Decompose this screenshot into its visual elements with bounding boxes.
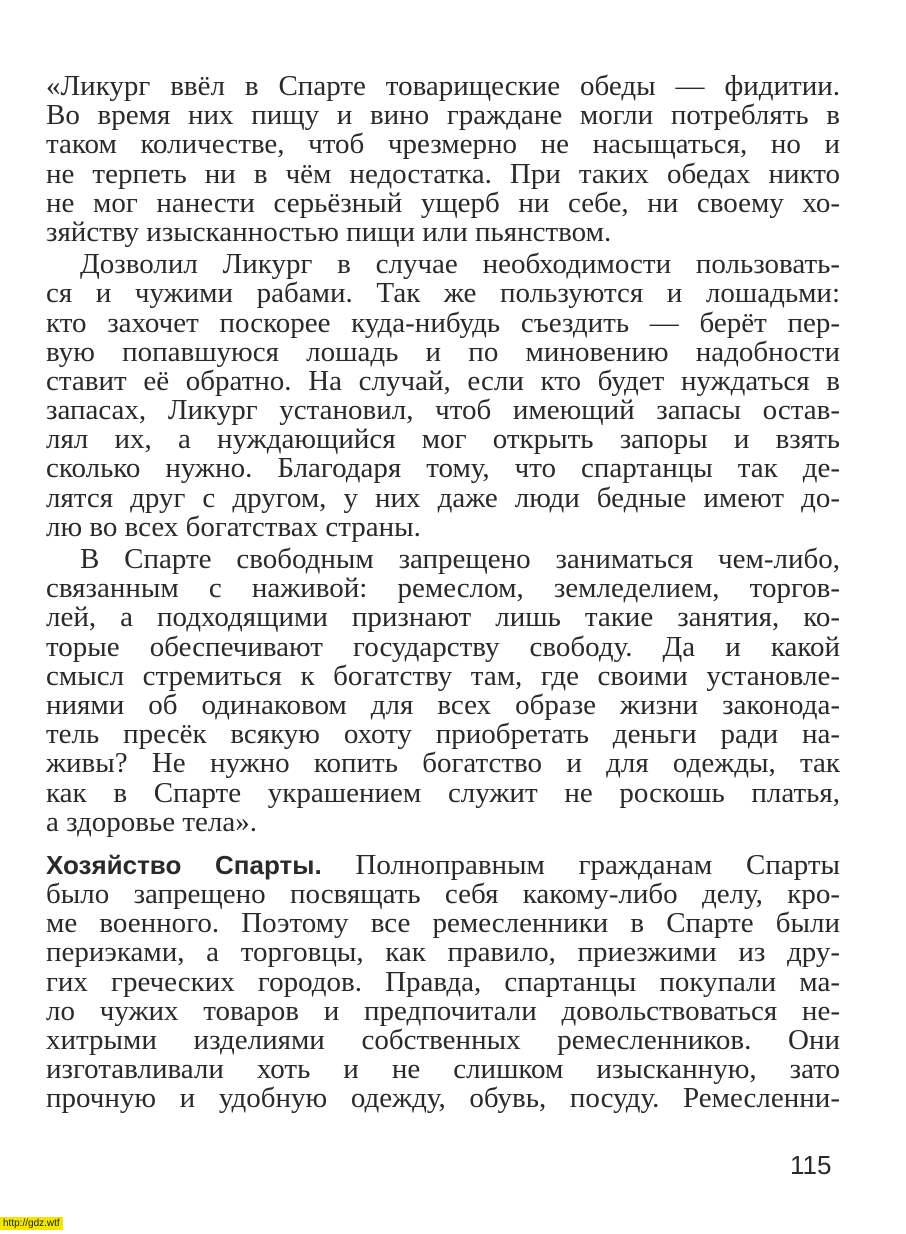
text-line: лей, а подходящими признают лишь такие занятия, ко- (46, 601, 840, 634)
page-body (46, 72, 840, 1114)
text-line: запасах, Ликург установил, чтоб имеющий запасы остав- (46, 394, 840, 427)
text-line: зяйству изысканностью пищи или пьянством. (46, 215, 612, 248)
text-line: хитрыми изделиями собственных ремесленников. Они (46, 1024, 840, 1056)
text-line: лял их, а нуждающийся мог открыть запоры и взять (46, 423, 840, 456)
text-line: ставит её обратно. На случай, если кто будет нуждаться в (46, 364, 840, 397)
text-line: «Ликург ввёл в Спарте товарищеские обеды — фидитии. (46, 70, 840, 102)
text-line: смысл стремиться к богатству там, где своими установле- (46, 659, 840, 692)
text-line: изготавливали хоть и не слишком изысканную, зато (46, 1053, 840, 1086)
text-line: лю во всех богатствах страны. (46, 510, 421, 543)
text-line: ло чужих товаров и предпочитали довольствоваться не- (46, 994, 840, 1027)
page-number: 115 (790, 1150, 832, 1180)
text-line: Дозволил Ликург в случае необходимости пользовать- (80, 248, 840, 281)
text-line: ме военного. Поэтому все ремесленники в Спарте были (46, 907, 840, 940)
text-line: связанным с наживой: ремеслом, земледелием, торгов- (46, 572, 840, 605)
watermark-link[interactable]: http://gdz.wtf (0, 1217, 63, 1230)
text-line: ся и чужими рабами. Так же пользуются и лошадьми: (46, 277, 840, 310)
text-line: не мог нанести серьёзный ущерб ни себе, ни своему хо- (46, 186, 840, 219)
text-line: вую попавшуюся лошадь и по миновению надобности (46, 335, 840, 368)
text-line: таком количестве, чтоб чрезмерно не насыщаться, но и (46, 128, 840, 161)
text-line: лятся друг с другом, у них даже люди бедные имеют до- (46, 481, 840, 514)
text-line: тель пресёк всякую охоту приобретать деньги ради на- (46, 718, 840, 751)
quote-paragraph-3 (46, 542, 840, 837)
text-line: торые обеспечивают государству свободу. Да и какой (46, 630, 840, 663)
text-line: ниями об одинаковом для всех образе жизни законода- (46, 688, 840, 721)
text-line: живы? Не нужно копить богатство и для одежды, так (46, 747, 840, 780)
text-line: как в Спарте украшением служит не роскошь платья, (46, 776, 840, 809)
quote-paragraph-1 (46, 72, 840, 247)
quote-paragraph-2 (46, 247, 840, 542)
section-economy (46, 848, 840, 1115)
text-line: не терпеть ни в чём недостатка. При таких обедах никто (46, 157, 840, 190)
text-line: кто захочет поскорее куда-нибудь съездить — берёт пер- (46, 306, 840, 339)
text-line: гих греческих городов. Правда, спартанцы покупали ма- (46, 965, 840, 998)
text-line (46, 848, 840, 881)
text-line: В Спарте свободным запрещено заниматься чем-либо, (80, 543, 840, 575)
section-heading: Хозяйство Спарты. (46, 849, 322, 880)
text-line: Во время них пищу и вино граждане могли потреблять в (46, 99, 840, 132)
text-line: прочную и удобную одежду, обувь, посуду. Ремесленни- (46, 1082, 840, 1115)
text-line: а здоровье тела». (46, 805, 257, 838)
section-first-line: Полноправным гражданам Спарты (355, 848, 840, 881)
text-line: периэками, а торговцы, как правило, приезжими из дру- (46, 936, 840, 969)
text-line: было запрещено посвящать себя какому-либо делу, кро- (46, 878, 840, 911)
text-line: сколько нужно. Благодаря тому, что спартанцы так де- (46, 452, 840, 485)
